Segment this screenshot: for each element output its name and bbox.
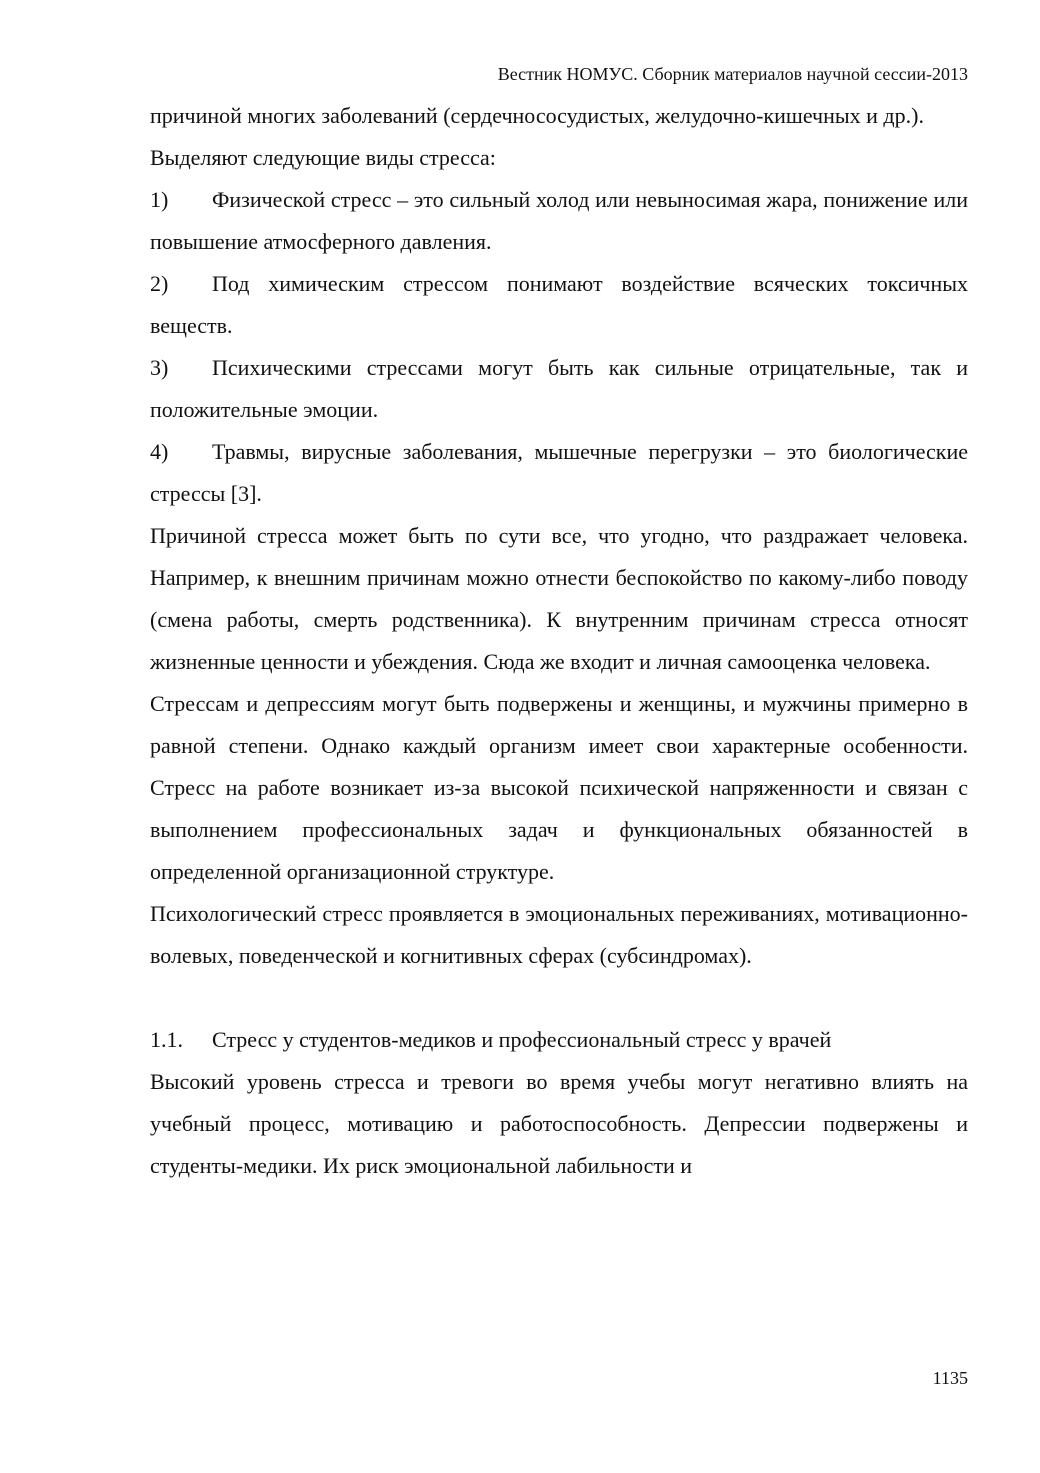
list-item-text: Физической стресс – это сильный холод или невыносимая жара, понижение или повышение атмосферного давления. <box>150 187 968 254</box>
list-item-text: Под химическим стрессом понимают воздействие всяческих токсичных веществ. <box>150 271 968 338</box>
list-marker: 4) <box>150 439 169 464</box>
list-item-3 <box>150 347 968 431</box>
paragraph-students: Высокий уровень стресса и тревоги во время учебы могут негативно влиять на учебный процесс, мотивацию и работоспособность. Депрессии подвержены и студенты-медики. Их риск эмоциональной лабильности и <box>150 1069 968 1178</box>
body-text <box>150 95 968 1187</box>
section-heading <box>150 1019 968 1061</box>
list-marker: 3) <box>150 355 169 380</box>
list-marker: 1) <box>150 187 169 212</box>
paragraph-types-intro: Выделяют следующие виды стресса: <box>150 145 496 170</box>
paragraph-gender: Стрессам и депрессиям могут быть подвержены и женщины, и мужчины примерно в равной степени. Однако каждый организм имеет свои характерные особенности. Стресс на работе возникает из-за высокой психической напряженности и связан с выполнением профессиональных задач и функциональных обязанностей в определенной организационной структуре. <box>150 691 968 884</box>
paragraph-causes: Причиной стресса может быть по сути все, что угодно, что раздражает человека. Например, к внешним причинам можно отнести беспокойство по какому-либо поводу (смена работы, смерть родственника). К внутренним причинам стресса относят жизненные ценности и убеждения. Сюда же входит и личная самооценка человека. <box>150 523 968 674</box>
section-gap <box>150 977 968 1019</box>
list-item-4 <box>150 431 968 515</box>
list-item-text: Психическими стрессами могут быть как сильные отрицательные, так и положительные эмоции. <box>150 355 968 422</box>
list-item-text: Травмы, вирусные заболевания, мышечные перегрузки – это биологические стрессы [3]. <box>150 439 968 506</box>
running-header: Вестник НОМУС. Сборник материалов научной сессии-2013 <box>497 64 968 84</box>
list-item-2 <box>150 263 968 347</box>
page-number: 1135 <box>932 1368 968 1388</box>
paragraph-continued: причиной многих заболеваний (сердечнососудистых, желудочно-кишечных и др.). <box>150 103 924 128</box>
paragraph-psych: Психологический стресс проявляется в эмоциональных переживаниях, мотивационно-волевых, поведенческой и когнитивных сферах (субсиндромах). <box>150 901 968 968</box>
section-number: 1.1. <box>150 1027 183 1052</box>
section-title: Стресс у студентов-медиков и профессиональный стресс у врачей <box>212 1027 832 1052</box>
list-marker: 2) <box>150 271 169 296</box>
list-item-1 <box>150 179 968 263</box>
